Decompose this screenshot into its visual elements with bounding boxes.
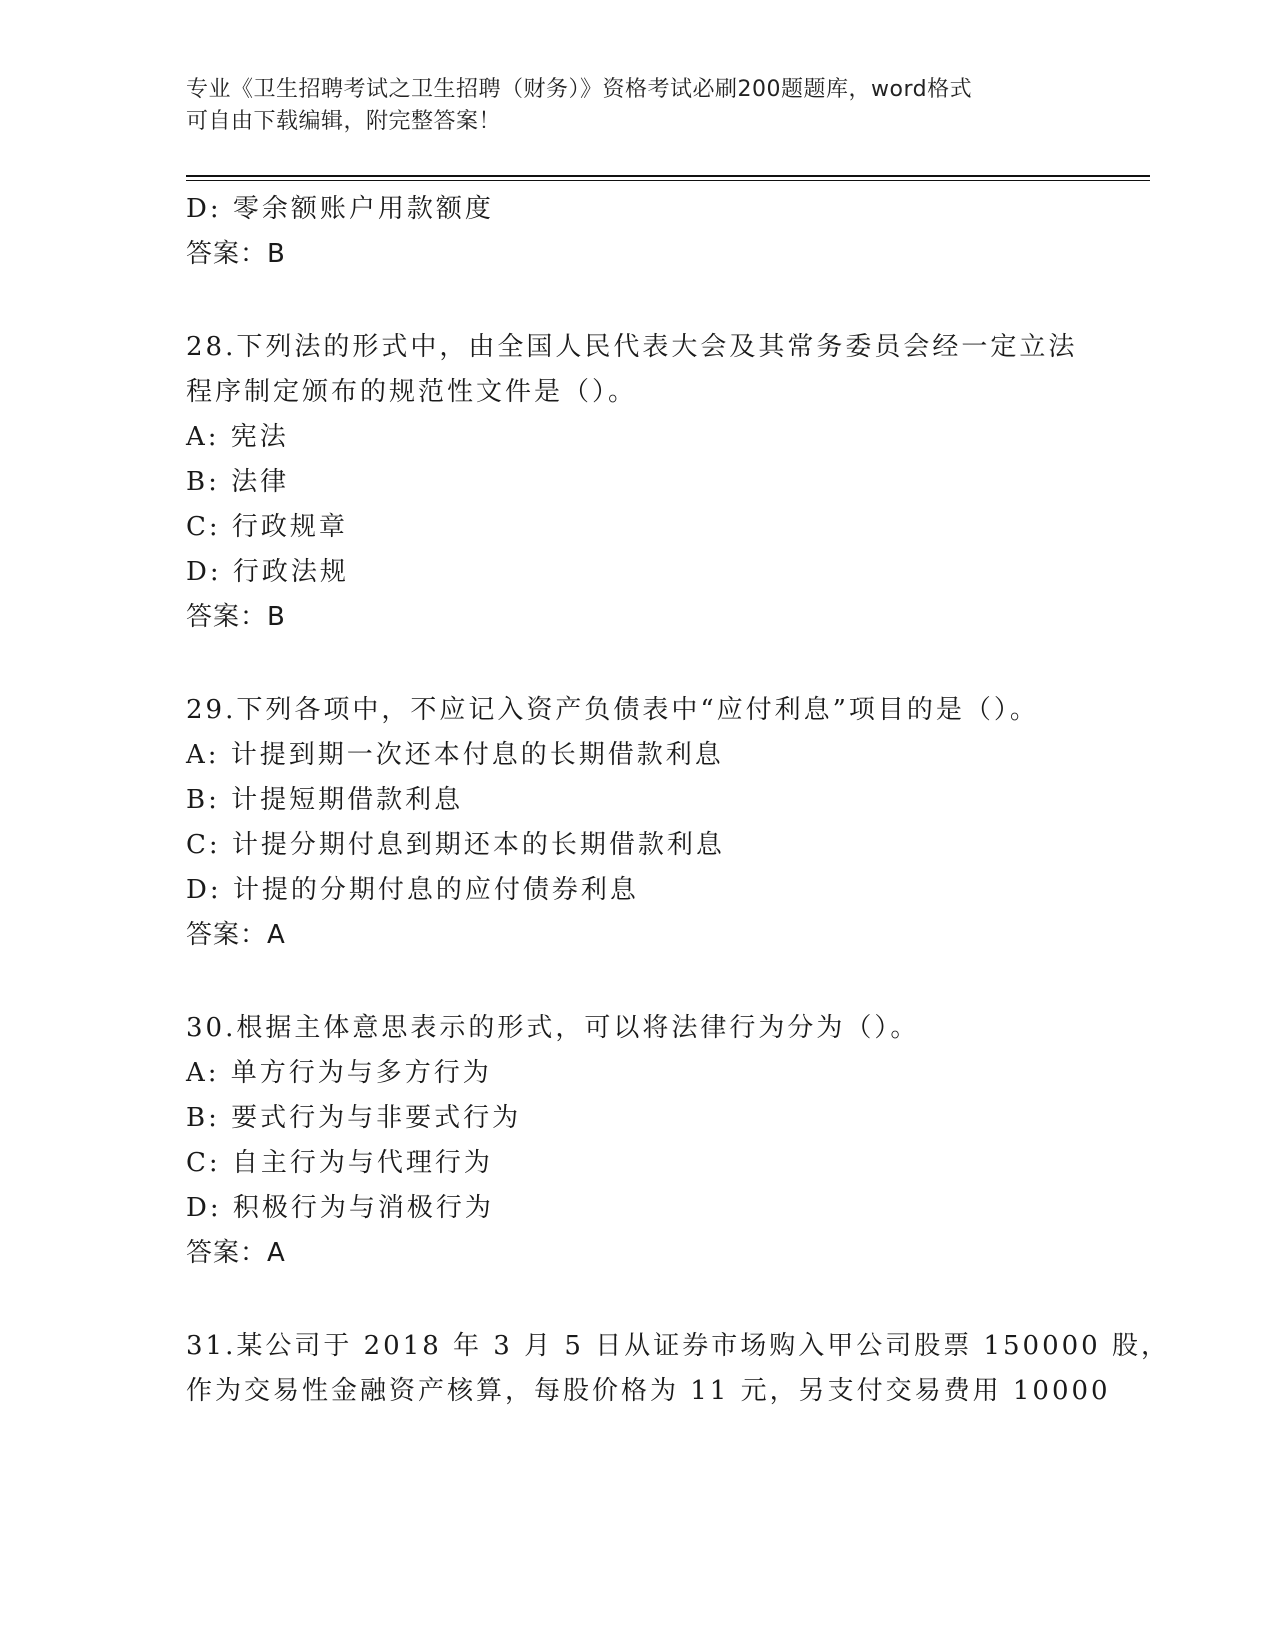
question-31 bbox=[186, 1324, 1170, 1414]
option-b: B: 法律 bbox=[186, 467, 290, 497]
option-a: A: 计提到期一次还本付息的长期借款利息 bbox=[186, 740, 724, 770]
header-line-1: 专业《卫生招聘考试之卫生招聘（财务）》资格考试必刷200题题库，word格式 bbox=[186, 77, 973, 102]
question-29 bbox=[186, 688, 1086, 958]
answer-line: 答案：A bbox=[186, 1238, 286, 1268]
answer-line: 答案：A bbox=[186, 920, 286, 950]
option-b: B: 计提短期借款利息 bbox=[186, 785, 464, 815]
option-d: D: 行政法规 bbox=[186, 557, 349, 587]
question-stem: 28.下列法的形式中，由全国人民代表大会及其常务委员会经一定立法 bbox=[186, 332, 1078, 362]
document-header bbox=[186, 74, 1066, 138]
answer-line: 答案：B bbox=[186, 602, 286, 632]
question-28 bbox=[186, 325, 1086, 640]
question-30 bbox=[186, 1006, 1086, 1276]
option-c: C: 自主行为与代理行为 bbox=[186, 1148, 493, 1178]
header-divider-thick bbox=[186, 175, 1150, 177]
header-line-2: 可自由下载编辑，附完整答案！ bbox=[186, 109, 502, 134]
option-b: B: 要式行为与非要式行为 bbox=[186, 1103, 522, 1133]
option-a: A: 单方行为与多方行为 bbox=[186, 1058, 492, 1088]
question-stem: 31.某公司于 2018 年 3 月 5 日从证券市场购入甲公司股票 150000 股， bbox=[186, 1331, 1170, 1361]
option-c: C: 计提分期付息到期还本的长期借款利息 bbox=[186, 830, 725, 860]
spacer bbox=[186, 958, 1086, 1006]
question-stem-continued: 作为交易性金融资产核算，每股价格为 11 元，另支付交易费用 10000 bbox=[186, 1376, 1111, 1406]
spacer bbox=[186, 640, 1086, 688]
spacer bbox=[186, 277, 1086, 325]
option-a: A: 宪法 bbox=[186, 422, 289, 452]
question-stem: 30.根据主体意思表示的形式，可以将法律行为分为（）。 bbox=[186, 1013, 920, 1043]
option-c: C: 行政规章 bbox=[186, 512, 348, 542]
spacer bbox=[186, 1276, 1086, 1324]
option-d: D: 零余额账户用款额度 bbox=[186, 194, 494, 224]
question-27-tail bbox=[186, 187, 1086, 277]
option-d: D: 计提的分期付息的应付债券利息 bbox=[186, 875, 639, 905]
answer-line: 答案：B bbox=[186, 239, 286, 269]
option-d: D: 积极行为与消极行为 bbox=[186, 1193, 494, 1223]
question-stem-continued: 程序制定颁布的规范性文件是（）。 bbox=[186, 377, 638, 407]
question-list bbox=[186, 187, 1170, 1414]
question-stem: 29.下列各项中，不应记入资产负债表中“应付利息”项目的是（）。 bbox=[186, 695, 1039, 725]
header-divider-thin bbox=[186, 180, 1150, 181]
